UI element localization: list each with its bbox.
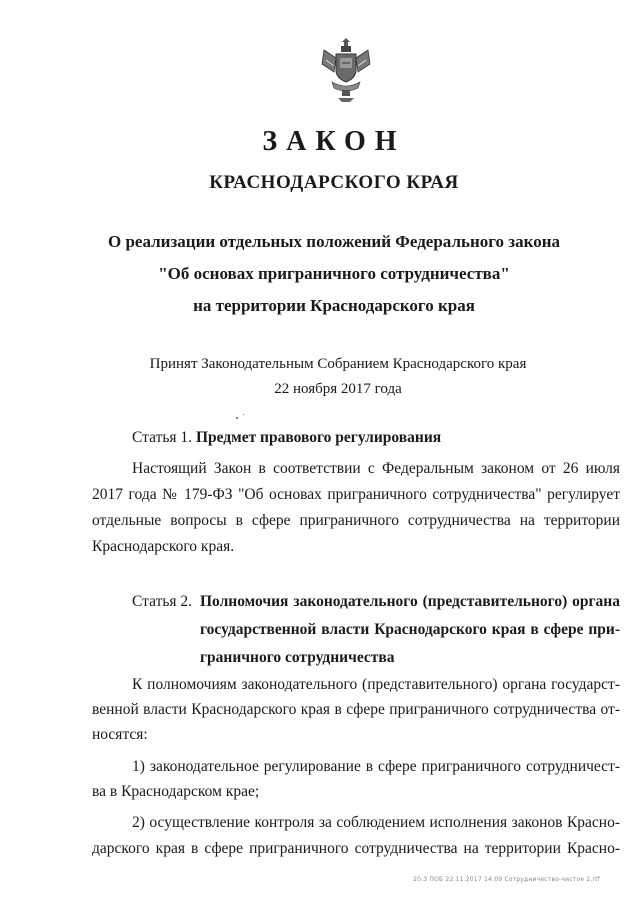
- coat-of-arms-icon: [320, 38, 372, 108]
- list-item-1-cont: ва в Краснодарском крае;: [92, 783, 260, 800]
- article-1-title: Предмет правового регулирования: [195, 429, 442, 446]
- article-2-title-line: граничного сотрудничества: [200, 649, 395, 666]
- article-2-prefix: Статья 2.: [132, 593, 193, 610]
- scan-speck: [243, 414, 244, 415]
- article-1-line: отдельные вопросы в сфере приграничного сотрудничества на территории: [92, 512, 620, 529]
- article-2-title-line: Полномочия законодательного (представительного) органа: [200, 593, 620, 610]
- list-item-1: 1) законодательное регулирование в сфере приграничного сотрудничест-: [132, 758, 620, 775]
- heading-line-3: на территории Краснодарского края: [193, 296, 475, 315]
- file-footer: 20.3 ПОБ 22.11.2017 14:09 Сотрудничество-чистое 2.rtf: [413, 876, 600, 883]
- document-title: ЗАКОН: [262, 126, 406, 157]
- article-1-heading: [132, 429, 441, 447]
- adopted-date: 22 ноября 2017 года: [274, 381, 402, 397]
- article-1-line: Краснодарского края.: [92, 538, 235, 555]
- list-item-2-cont: дарского края в сфере приграничного сотрудничества на территории Красно-: [92, 840, 620, 857]
- heading-line-2: "Об основах приграничного сотрудничества": [158, 264, 510, 283]
- article-2-line: носятся:: [92, 726, 148, 743]
- adopted-line-1: Принят Законодательным Собранием Краснодарского края: [149, 356, 527, 372]
- article-1-line: Настоящий Закон в соответствии с Федеральным законом от 26 июля: [132, 460, 620, 477]
- scan-speck: [236, 417, 238, 419]
- article-1-line: 2017 года № 179-ФЗ "Об основах приграничного сотрудничества" регулирует: [92, 486, 620, 503]
- article-1-prefix: Статья 1.: [132, 429, 193, 446]
- article-2-line: К полномочиям законодательного (представительного) органа государст-: [132, 676, 620, 693]
- article-2-title-line: государственной власти Краснодарского края в сфере при-: [200, 621, 620, 638]
- list-item-2: 2) осуществление контроля за соблюдением исполнения законов Красно-: [132, 814, 620, 831]
- document-subtitle: КРАСНОДАРСКОГО КРАЯ: [209, 172, 459, 193]
- article-2-line: венной власти Краснодарского края в сфере приграничного сотрудничества от-: [92, 701, 620, 718]
- heading-line-1: О реализации отдельных положений Федерального закона: [107, 232, 561, 251]
